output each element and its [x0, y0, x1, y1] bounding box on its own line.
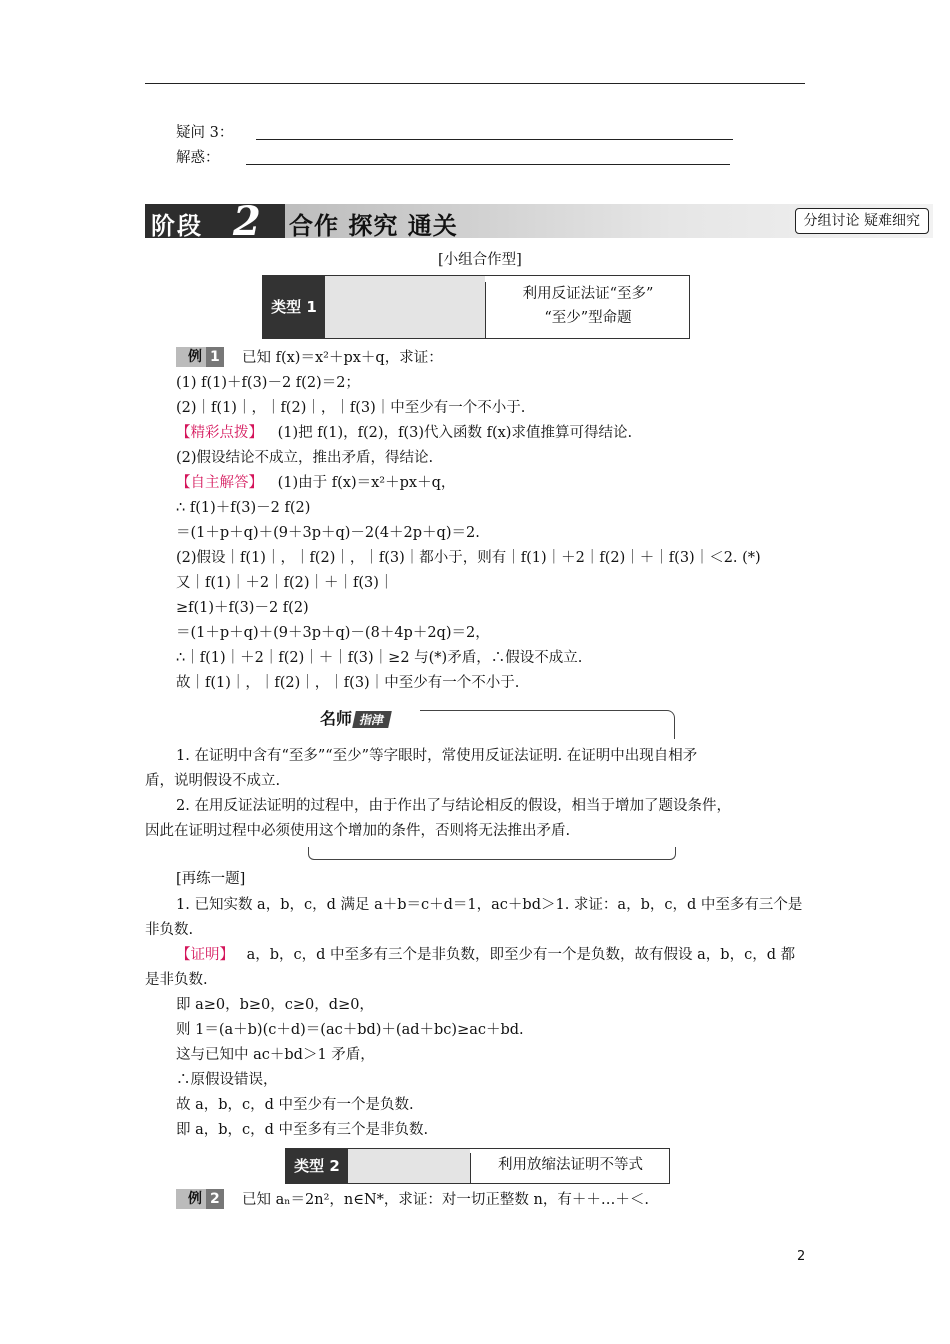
practice-question-2: 非负数. — [145, 922, 194, 938]
example-2-tag-word: 例 — [176, 1189, 206, 1209]
proof-text-8: 即 a，b，c，d 中至多有三个是非负数. — [176, 1122, 429, 1138]
answer-text-7: ＝(1＋p＋q)＋(9＋3p＋q)－(8＋4p＋2q)＝2， — [176, 625, 490, 641]
top-rule — [145, 83, 805, 84]
question-3-label: 疑问 3： — [176, 125, 234, 141]
teacher-line-4: 因此在证明过程中必须使用这个增加的条件，否则将无法推出矛盾. — [145, 823, 571, 839]
example-1-part-1: (1) f(1)＋f(3)－2 f(2)＝2； — [176, 375, 360, 391]
type-2-shade — [348, 1149, 470, 1183]
proof-text-4: 则 1＝(a＋b)(c＋d)＝(ac＋bd)＋(ad＋bc)≥ac＋bd. — [176, 1022, 524, 1038]
type-1-title-line1: 利用反证法证“至多” — [522, 286, 654, 302]
type-2-box — [285, 1148, 670, 1184]
type-1-shade — [325, 276, 485, 338]
example-1-part-2: (2)｜f(1)｜，｜f(2)｜，｜f(3)｜中至少有一个不小于. — [176, 400, 526, 416]
stage-badge — [145, 198, 285, 245]
practice-question-1: 1. 已知实数 a，b，c，d 满足 a＋b＝c＋d＝1，ac＋bd＞1. 求证：a，b，c，d 中至多有三个是 — [176, 897, 803, 913]
proof-text-1: a，b，c，d 中至多有三个是非负数，即至少有一个是负数，故有假设 a，b，c，d 都 — [246, 947, 796, 963]
type-1-label — [263, 276, 325, 338]
answer-text-1: (1)由于 f(x)＝x²＋px＋q， — [277, 475, 456, 491]
answer-text-8: ∴｜f(1)｜＋2｜f(2)｜＋｜f(3)｜≥2 与(*)矛盾，∴假设不成立. — [176, 650, 583, 666]
question-3-blank — [256, 139, 733, 140]
stage-prefix: 阶段 — [151, 212, 203, 240]
teacher-line-3: 2. 在用反证法证明的过程中，由于作出了与结论相反的假设，相当于增加了题设条件， — [176, 798, 731, 814]
example-1-tag-word: 例 — [176, 347, 206, 367]
proof-text-2: 是非负数. — [145, 972, 208, 988]
teacher-line-2: 盾，说明假设不成立. — [145, 773, 281, 789]
example-1-stem: 已知 f(x)＝x²＋px＋q，求证： — [242, 350, 443, 366]
stage-number: 2 — [233, 198, 261, 245]
teacher-frame-top — [420, 710, 675, 739]
example-1-tag-number: 1 — [206, 347, 224, 367]
example-2-tag — [176, 1189, 224, 1209]
type-1-title-line2: “至少”型命题 — [544, 310, 632, 326]
stage-title-bar — [285, 204, 933, 238]
example-1-tag — [176, 347, 224, 367]
type-1-title — [485, 282, 690, 338]
stage-title: 合作 探究 通关 — [289, 211, 458, 240]
type-1-label-text: 类型 1 — [271, 298, 317, 316]
type-2-label — [286, 1149, 348, 1183]
answer-text-9: 故｜f(1)｜，｜f(2)｜，｜f(3)｜中至少有一个不小于. — [176, 675, 520, 691]
answer-label: 【自主解答】 — [176, 475, 263, 491]
teacher-guidance-header — [320, 706, 390, 729]
answer-text-3: ＝(1＋p＋q)＋(9＋3p＋q)－2(4＋2p＋q)＝2. — [176, 525, 480, 541]
teacher-guidance-pill: 指津 — [352, 711, 392, 728]
type-1-box — [262, 275, 690, 339]
teacher-line-1: 1. 在证明中含有“至多”“至少”等字眼时，常使用反证法证明. 在证明中出现自相矛 — [176, 748, 698, 764]
proof-text-3: 即 a≥0，b≥0，c≥0，d≥0， — [176, 997, 374, 1013]
answer-line-1 — [176, 473, 455, 493]
proof-line-1 — [176, 945, 795, 965]
type-2-label-text: 类型 2 — [294, 1157, 340, 1175]
proof-label: 【证明】 — [176, 947, 234, 963]
answer-text-2: ∴ f(1)＋f(3)－2 f(2) — [176, 500, 311, 516]
answer-text-4: (2)假设｜f(1)｜，｜f(2)｜，｜f(3)｜都小于，则有｜f(1)｜＋2｜f(2)｜＋｜f(3)｜＜2. (*) — [176, 550, 761, 566]
group-type-label: [小组合作型] — [438, 252, 522, 268]
example-2-stem: 已知 aₙ＝2n²，n∈N*，求证：对一切正整数 n，有＋＋…＋＜. — [242, 1192, 649, 1208]
type-2-title: 利用放缩法证明不等式 — [470, 1153, 670, 1183]
proof-text-7: 故 a，b，c，d 中至少有一个是负数. — [176, 1097, 414, 1113]
resolve-label: 解惑： — [176, 150, 220, 166]
proof-text-5: 这与已知中 ac＋bd＞1 矛盾， — [176, 1047, 375, 1063]
hint-text-1: (1)把 f(1)，f(2)，f(3)代入函数 f(x)求值推算可得结论. — [277, 425, 633, 441]
teacher-frame-bottom — [308, 847, 676, 860]
answer-text-6: ≥f(1)＋f(3)－2 f(2) — [176, 600, 309, 616]
teacher-guidance-title: 名师 — [320, 709, 353, 728]
stage-banner — [145, 198, 933, 245]
hint-line-1 — [176, 423, 632, 443]
stage-tag: 分组讨论 疑难细究 — [795, 208, 929, 234]
hint-text-2: (2)假设结论不成立，推出矛盾，得结论. — [176, 450, 434, 466]
practice-label: [再练一题] — [176, 871, 246, 887]
example-2-tag-number: 2 — [206, 1189, 224, 1209]
answer-text-5: 又｜f(1)｜＋2｜f(2)｜＋｜f(3)｜ — [176, 575, 394, 591]
resolve-blank — [246, 164, 730, 165]
hint-label: 【精彩点拨】 — [176, 425, 263, 441]
page-number: 2 — [797, 1249, 806, 1264]
proof-text-6: ∴原假设错误， — [176, 1072, 278, 1088]
